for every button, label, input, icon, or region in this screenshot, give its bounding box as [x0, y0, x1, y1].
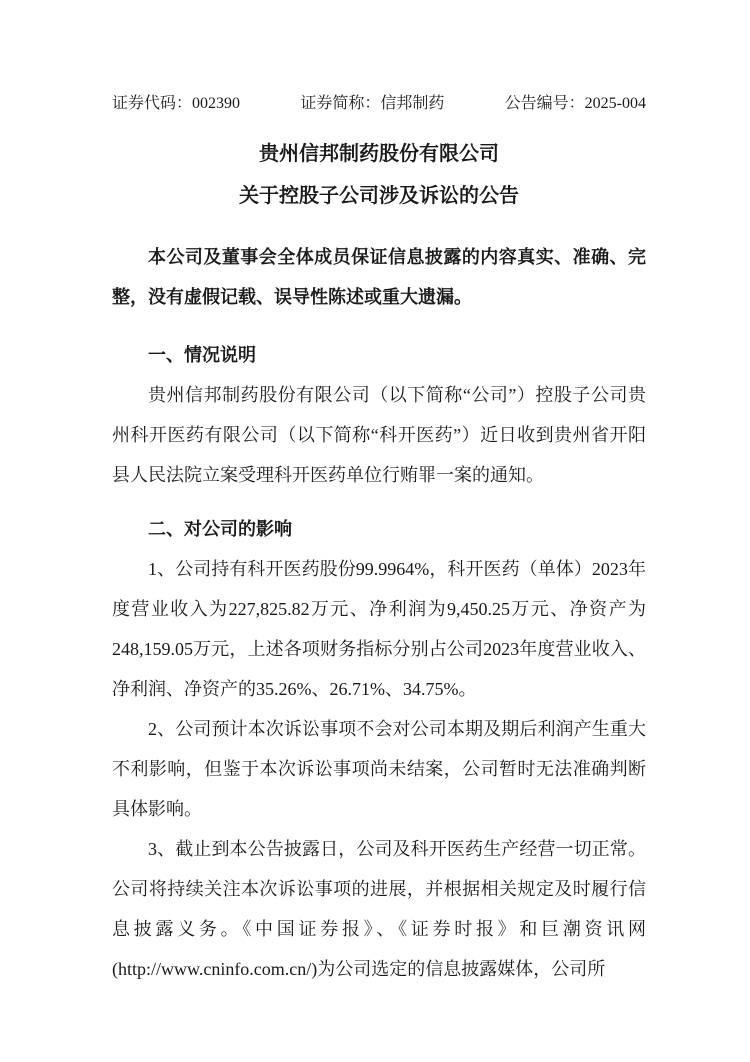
stock-code: 证券代码：002390: [112, 95, 241, 112]
section-1-paragraph-1: 贵州信邦制药股份有限公司（以下简称“公司”）控股子公司贵州科开医药有限公司（以下简称“科开医药”）近日收到贵州省开阳县人民法院立案受理科开医药单位行贿罪一案的通知。: [112, 385, 646, 485]
section-1: [112, 335, 646, 495]
section-2: [112, 509, 646, 989]
securities-header-row: [112, 90, 646, 113]
company-name-title: 贵州信邦制药股份有限公司: [259, 143, 499, 165]
announcement-number: 公告编号：2025-004: [504, 95, 646, 112]
announcement-title: 关于控股子公司涉及诉讼的公告: [239, 185, 519, 207]
section-2-paragraph-2: 2、公司预计本次诉讼事项不会对公司本期及期后利润产生重大不利影响，但鉴于本次诉讼事项尚未结案，公司暂时无法准确判断具体影响。: [112, 719, 646, 819]
section-2-paragraph-1: 1、公司持有科开医药股份99.9964%，科开医药（单体）2023年度营业收入为227,825.82万元、净利润为9,450.25万元、净资产为248,159.05万元，上述各项财务指标分别占公司2023年度营业收入、净利润、净资产的35.26%、26.71%、34.75%。: [112, 559, 646, 699]
section-2-paragraph-3: 3、截止到本公告披露日，公司及科开医药生产经营一切正常。公司将持续关注本次诉讼事项的进展，并根据相关规定及时履行信息披露义务。《中国证券报》、《证券时报》和巨潮资讯网(http://www.cninfo.com.cn/)为公司选定的信息披露媒体，公司所: [112, 839, 646, 979]
disclaimer-paragraph: 本公司及董事会全体成员保证信息披露的内容真实、准确、完整，没有虚假记载、误导性陈述或重大遗漏。: [112, 247, 646, 307]
section-2-heading: 二、对公司的影响: [148, 519, 292, 539]
section-1-heading: 一、情况说明: [148, 345, 256, 365]
stock-abbreviation: 证券简称：信邦制药: [300, 95, 445, 112]
